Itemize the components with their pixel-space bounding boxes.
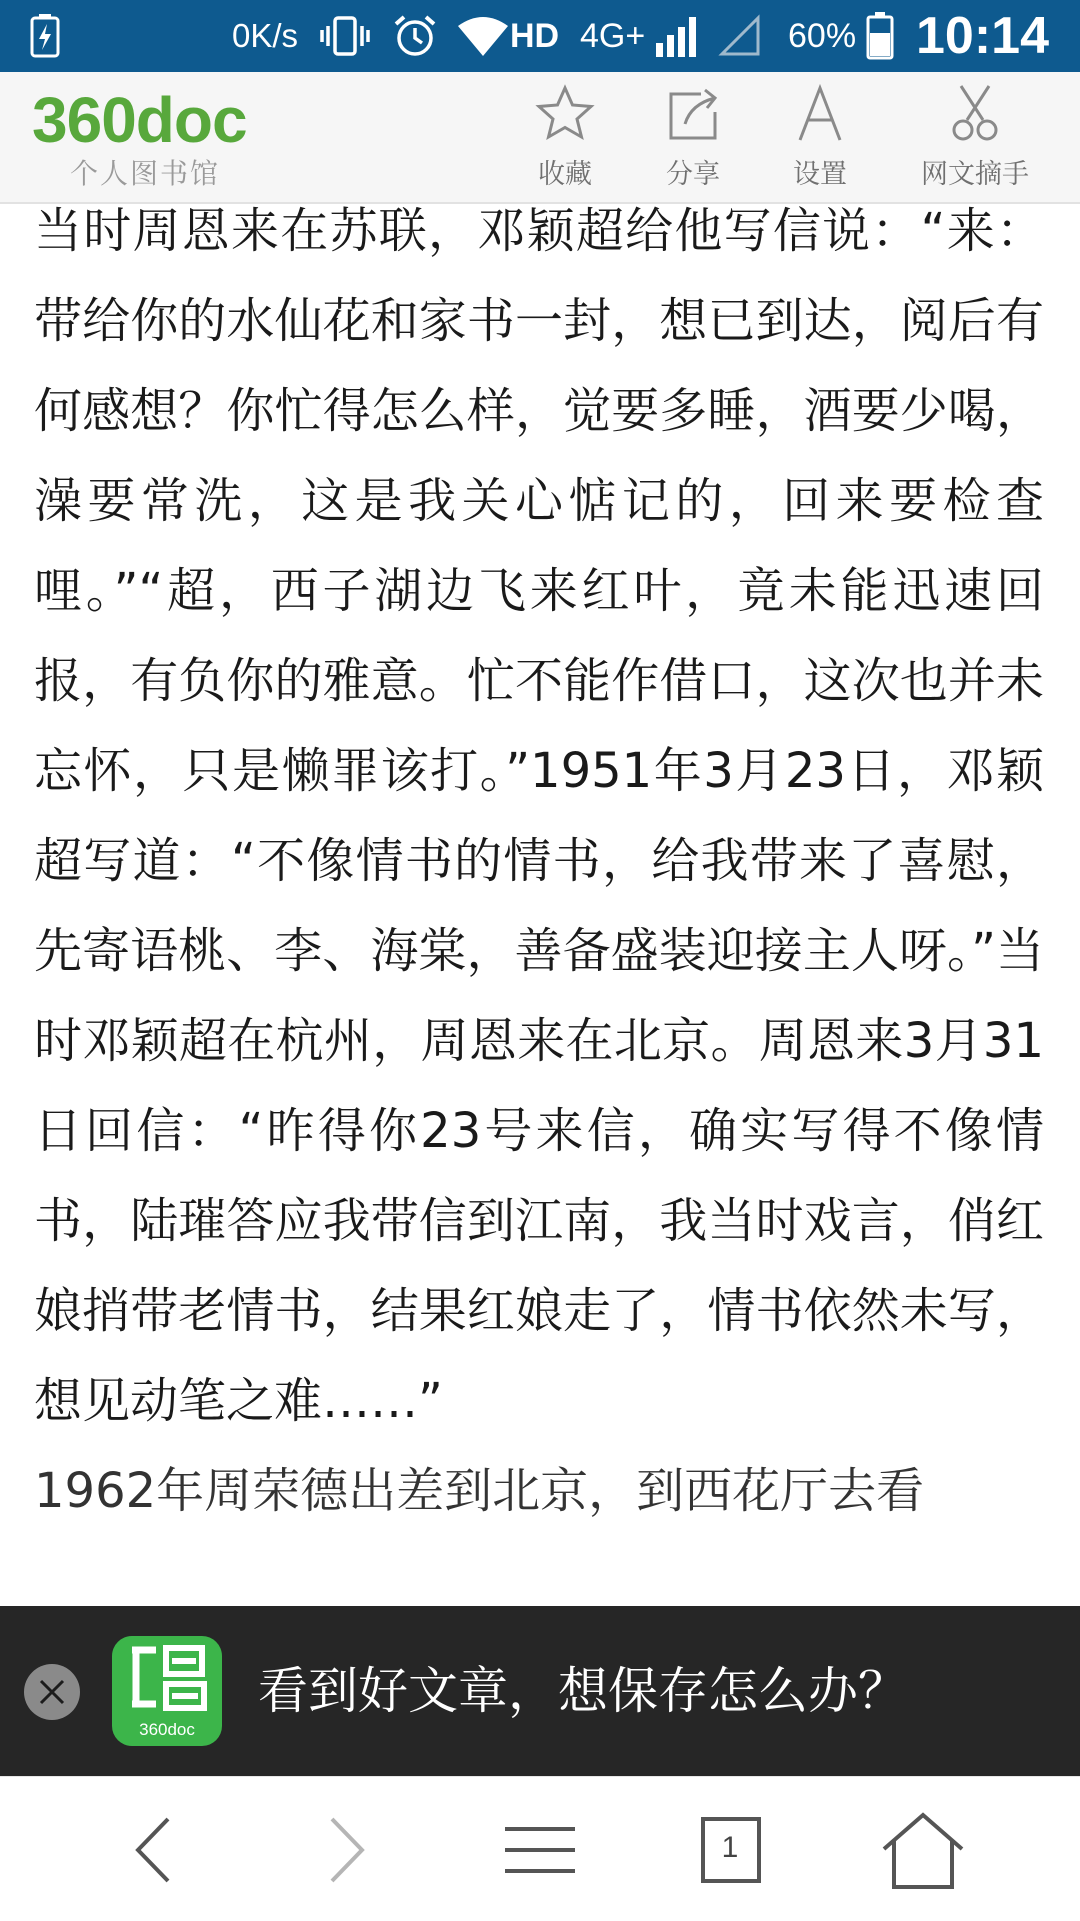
battery-charge-icon <box>30 0 60 72</box>
favorite-label: 收藏 <box>538 159 592 190</box>
app-name: 360doc <box>139 1720 195 1739</box>
alarm-icon <box>392 0 438 72</box>
signal-icon <box>652 0 702 72</box>
settings-label: 设置 <box>793 159 847 190</box>
app-logo-icon <box>112 1636 222 1726</box>
share-label: 分享 <box>666 159 720 190</box>
back-button[interactable] <box>100 1805 210 1895</box>
battery-percent: 60% <box>788 16 857 55</box>
logo-subtitle: 个人图书馆 <box>70 157 221 190</box>
site-logo[interactable]: 360doc <box>32 84 247 156</box>
forward-icon <box>300 1805 390 1895</box>
settings-button[interactable] <box>745 82 895 192</box>
battery-icon <box>866 0 894 72</box>
star-icon <box>533 82 597 146</box>
clip-label: 网文摘手 <box>921 159 1029 190</box>
wifi-icon <box>456 0 510 72</box>
save-article-banner[interactable] <box>0 1606 1080 1776</box>
clip-button[interactable] <box>900 82 1050 192</box>
clock: 10:14 <box>916 7 1049 65</box>
font-icon <box>788 82 852 146</box>
network-type: 4G+ <box>580 16 646 55</box>
scissors-icon <box>943 82 1007 146</box>
article-next-line: 1962年周荣德出差到北京，到西花厅去看 <box>34 1463 925 1519</box>
browser-nav <box>0 1776 1080 1921</box>
close-button[interactable] <box>24 1664 80 1720</box>
share-icon <box>661 82 725 146</box>
banner-text: 看到好文章，想保存怎么办？ <box>258 1662 908 1720</box>
tab-count: 1 <box>721 1831 739 1864</box>
menu-icon <box>495 1805 585 1895</box>
net-speed: 0K/s <box>232 17 299 54</box>
signal-empty-icon <box>718 0 762 72</box>
tabs-button[interactable] <box>675 1805 785 1895</box>
home-button[interactable] <box>868 1805 978 1895</box>
app-icon[interactable] <box>112 1636 222 1746</box>
vibrate-icon <box>318 0 372 72</box>
menu-button[interactable] <box>485 1805 595 1895</box>
network-label: HD <box>510 16 560 55</box>
app-header <box>0 72 1080 204</box>
article-paragraph: 当时周恩来在苏联，邓颖超给他写信说：“来：带给你的水仙花和家书一封，想已到达，阅后有何感想？你忙得怎么样，觉要多睡，酒要少喝，澡要常洗，这是我关心惦记的，回来要检查哩。”“超，西子湖边飞来红叶，竟未能迅速回报，有负你的雅意。忙不能作借口，这次也并未忘怀，只是懒罪该打。”1951年3月23日，邓颖超写道：“不像情书的情书，给我带来了喜慰，先寄语桃、李、海棠，善备盛装迎接主人呀。”当时邓颖超在杭州，周恩来在北京。周恩来3月31日回信：“昨得你23号来信，确实写得不像情书，陆璀答应我带信到江南，我当时戏言，俏红娘捎带老情书，结果红娘走了，情书依然未写，想见动笔之难……” <box>34 203 1044 1429</box>
article-body <box>34 186 1044 1536</box>
status-bar <box>0 0 1080 72</box>
close-icon <box>37 1677 67 1707</box>
home-icon <box>878 1805 968 1895</box>
back-icon <box>110 1805 200 1895</box>
forward-button[interactable] <box>290 1805 400 1895</box>
